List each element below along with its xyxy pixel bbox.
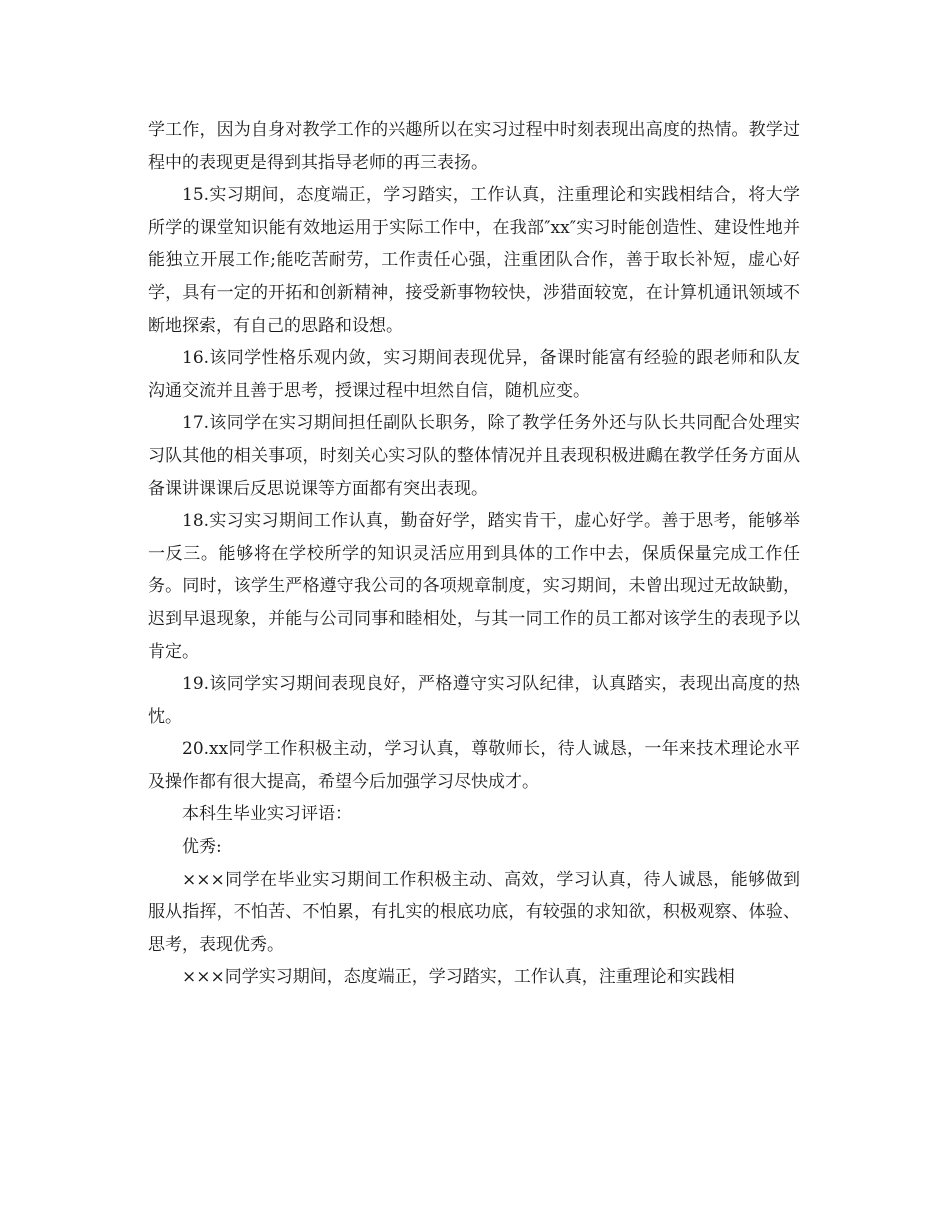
paragraph-6: 19.该同学实习期间表现良好，严格遵守实习队纪律，认真踏实，表现出高度的热忱。 — [148, 674, 800, 727]
document-body — [148, 114, 800, 994]
paragraph-4: 17.该同学在实习期间担任副队长职务，除了教学任务外还与队长共同配合处理实习队其他的相关事项，时刻关心实习队的整体情况并且表现积极进鷉在教学任务方面从备课讲课课后反思说课等方面都有突出表现。 — [148, 413, 800, 499]
paragraph-5: 18.实习实习期间工作认真，勤奋好学，踏实肯干，虚心好学。善于思考，能够举一反三。能够将在学校所学的知识灵活应用到具体的工作中去，保质保量完成工作任务。同时，该学生严格遵守我公司的各项规章制度，实习期间，未曾出现过无故缺勤，迟到早退现象，并能与公司同事和睦相处，与其一同工作的员工都对该学生的表现予以肯定。 — [148, 511, 800, 662]
paragraph-3: 16.该同学性格乐观内敛，实习期间表现优异，备课时能富有经验的跟老师和队友沟通交流并且善于思考，授课过程中坦然自信，随机应变。 — [148, 348, 800, 401]
paragraph-9: 优秀: — [182, 837, 222, 858]
paragraph-1: 学工作，因为自身对教学工作的兴趣所以在实习过程中时刻表现出高度的热情。教学过程中的表现更是得到其指导老师的再三表扬。 — [148, 120, 800, 173]
paragraph-10: ×××同学在毕业实习期间工作积极主动、高效，学习认真，待人诚恳，能够做到服从指挥，不怕苦、不怕累，有扎实的根底功底，有较强的求知欲，积极观察、体验、思考，表现优秀。 — [148, 869, 800, 955]
paragraph-8: 本科生毕业实习评语： — [182, 804, 352, 825]
paragraph-2: 15.实习期间，态度端正，学习踏实，工作认真，注重理论和实践相结合，将大学所学的课堂知识能有效地运用于实际工作中，在我部″xx″实习时能创造性、建设性地并能独立开展工作;能吃苦耐劳，工作责任心强，注重团队合作，善于取长补短，虚心好学，具有一定的开拓和创新精神，接受新事物较快，涉猎面较宽，在计算机通讯领域不断地探索，有自己的思路和设想。 — [148, 185, 800, 336]
paragraph-7: 20.xx同学工作积极主动，学习认真，尊敬师长，待人诚恳，一年来技术理论水平及操作都有很大提高，希望今后加强学习尽快成才。 — [148, 739, 800, 792]
paragraph-11: ×××同学实习期间，态度端正，学习踏实，工作认真，注重理论和实践相 — [182, 967, 735, 988]
